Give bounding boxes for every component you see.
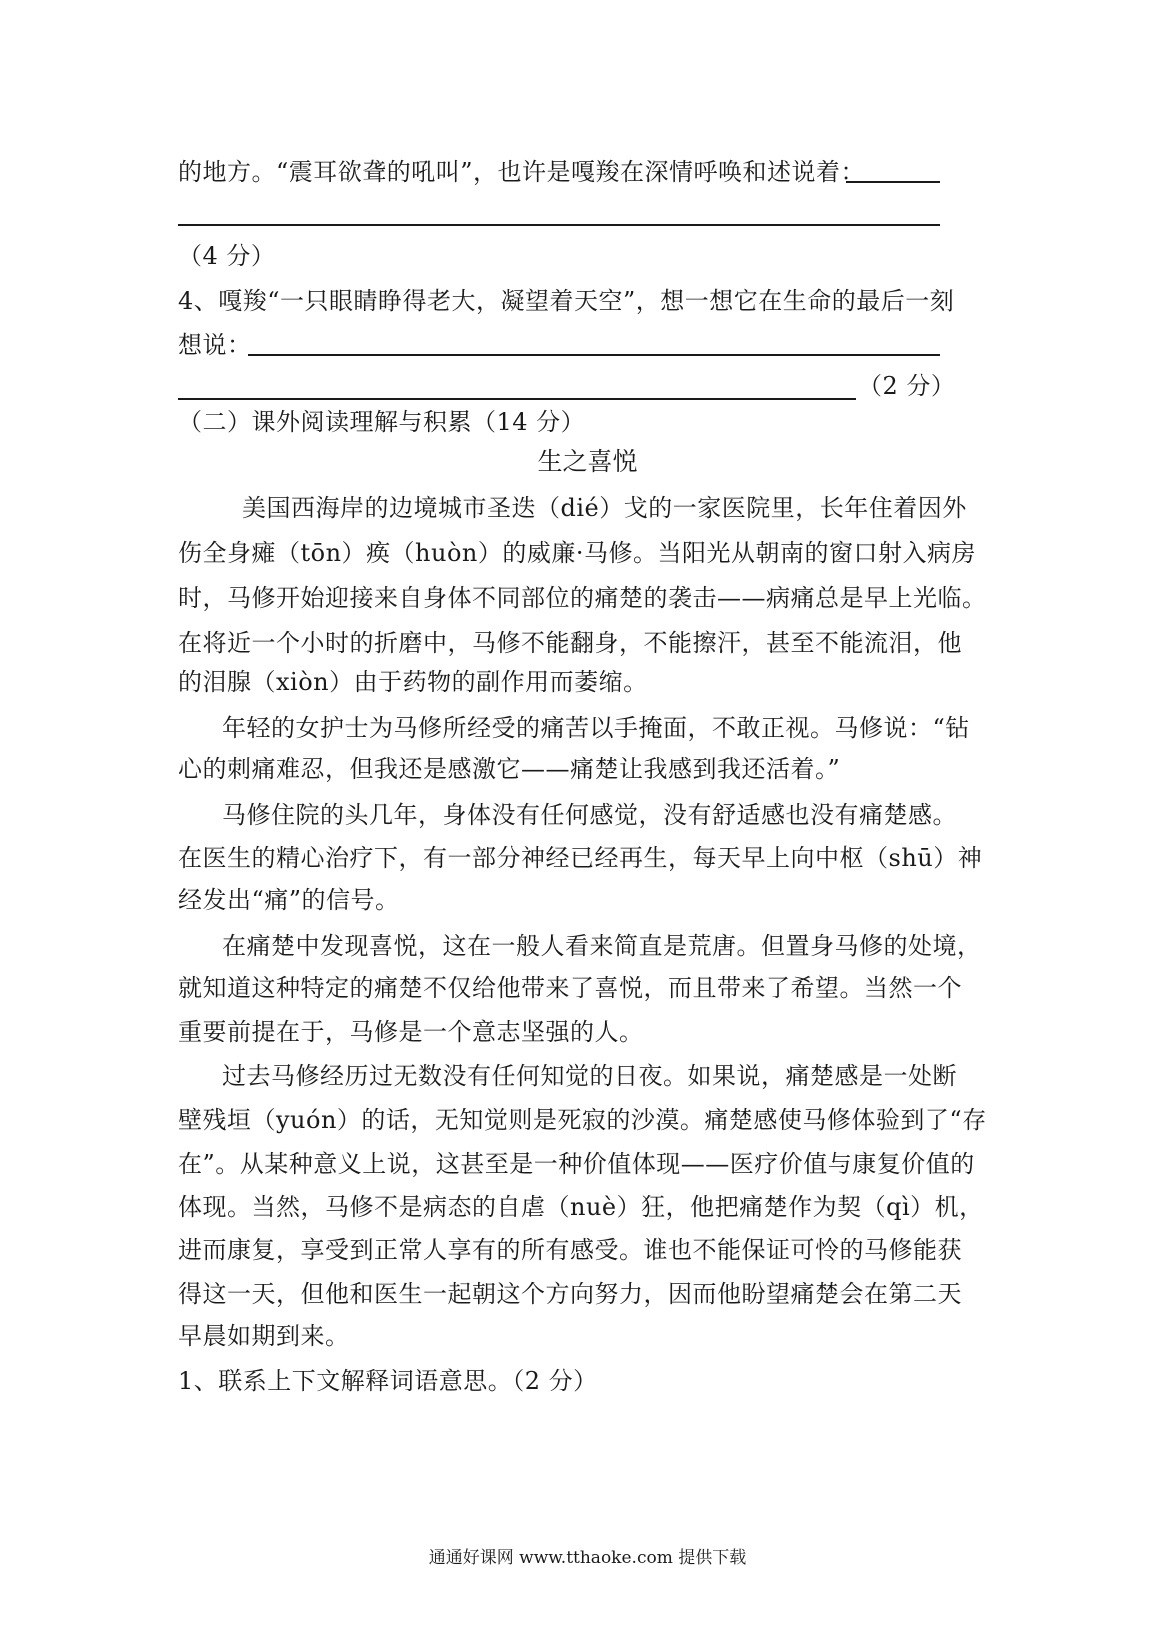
question-4: 4、嘎羧“一只眼睛睁得老大，凝望着天空”，想一想它在生命的最后一刻 (178, 287, 955, 315)
text-line: 的地方。“震耳欲聋的吼叫”，也许是嘎羧在深情呼唤和述说着： (178, 158, 866, 186)
passage-line: 就知道这种特定的痛楚不仅给他带来了喜悦，而且带来了希望。当然一个 (178, 974, 962, 1002)
passage-line: 重要前提在于，马修是一个意志坚强的人。 (178, 1018, 644, 1046)
answer-blank (178, 224, 940, 226)
passage-line: 马修住院的头几年，身体没有任何感觉，没有舒适感也没有痛楚感。 (222, 801, 957, 829)
passage-line: 得这一天，但他和医生一起朝这个方向努力，因而他盼望痛楚会在第二天 (178, 1280, 962, 1308)
passage-line: 的泪腺（xiòn）由于药物的副作用而萎缩。 (178, 668, 648, 696)
passage-line: 体现。当然，马修不是病态的自虐（nuè）狂，他把痛楚作为契（qì）机， (178, 1193, 984, 1221)
passage-line: 在医生的精心治疗下，有一部分神经已经再生，每天早上向中枢（shū）神 (178, 844, 983, 872)
score-label: （2 分） (858, 372, 956, 400)
passage-line: 早晨如期到来。 (178, 1322, 350, 1350)
passage-title: 生之喜悦 (537, 447, 638, 476)
section-heading: （二）课外阅读理解与积累（14 分） (178, 408, 586, 436)
passage-line: 伤全身瘫（tōn）痪（huòn）的威廉·马修。当阳光从朝南的窗口射入病房 (178, 539, 976, 567)
footer-credit: 通通好课网 www.tthaoke.com 提供下载 (428, 1548, 747, 1568)
score-label: （4 分） (178, 242, 276, 270)
passage-line: 进而康复，享受到正常人享有的所有感受。谁也不能保证可怜的马修能获 (178, 1236, 962, 1264)
answer-blank (248, 354, 940, 356)
answer-blank (846, 181, 940, 183)
question-1: 1、联系上下文解释词语意思。（2 分） (178, 1367, 598, 1395)
question-4-prompt: 想说： (178, 331, 252, 359)
passage-line: 经发出“痛”的信号。 (178, 886, 400, 914)
passage-line: 在痛楚中发现喜悦，这在一般人看来简直是荒唐。但置身马修的处境， (222, 932, 982, 960)
passage-line: 年轻的女护士为马修所经受的痛苦以手掩面，不敢正视。马修说：“钻 (222, 714, 970, 742)
passage-line: 美国西海岸的边境城市圣迭（dié）戈的一家医院里，长年住着因外 (242, 494, 967, 522)
passage-line: 时，马修开始迎接来自身体不同部位的痛楚的袭击——病痛总是早上光临。 (178, 584, 987, 612)
passage-line: 在”。从某种意义上说，这甚至是一种价值体现——医疗价值与康复价值的 (178, 1150, 975, 1178)
passage-line: 心的刺痛难忍，但我还是感激它——痛楚让我感到我还活着。” (178, 755, 841, 783)
passage-line: 过去马修经历过无数没有任何知觉的日夜。如果说，痛楚感是一处断 (222, 1062, 957, 1090)
passage-line: 在将近一个小时的折磨中，马修不能翻身，不能擦汗，甚至不能流泪，他 (178, 629, 962, 657)
passage-line: 壁残垣（yuón）的话，无知觉则是死寂的沙漠。痛楚感使马修体验到了“存 (178, 1106, 987, 1134)
